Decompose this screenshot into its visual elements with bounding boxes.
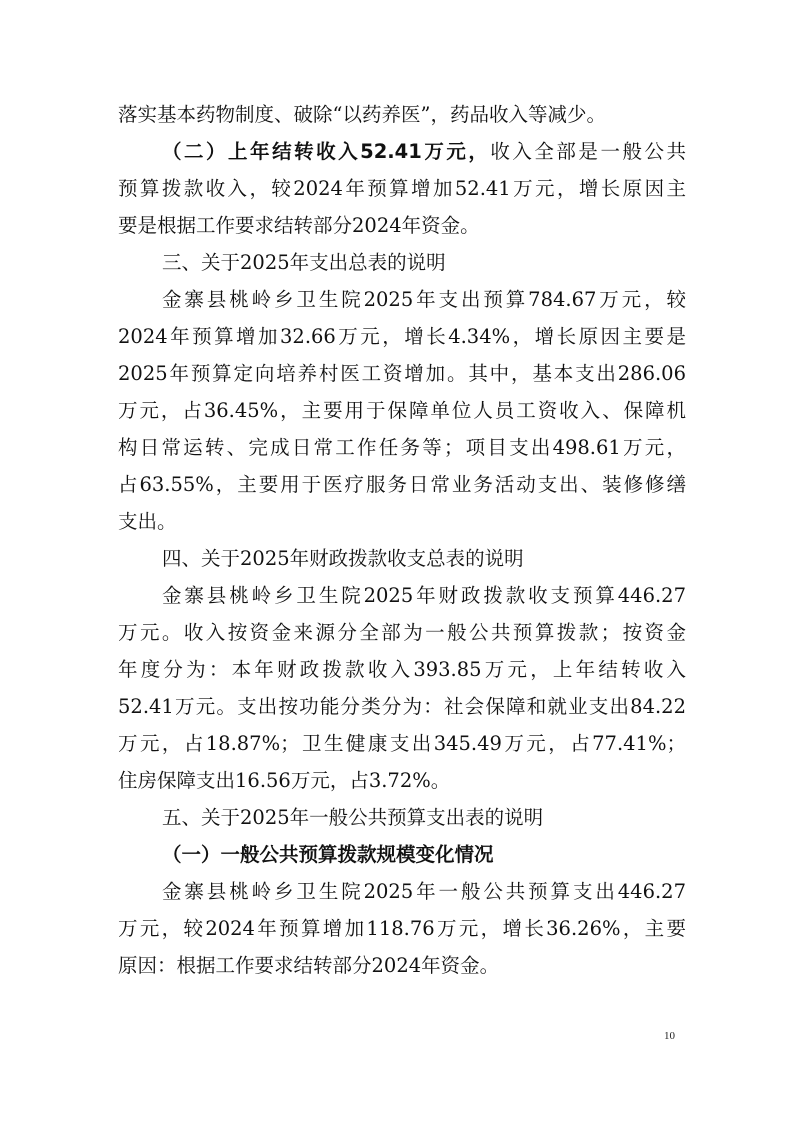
line-text: 52.41万元。支出按功能分类分为：社会保障和就业支出84.22 [118, 695, 686, 718]
document-body [118, 96, 686, 984]
line-text: 支出。 [118, 510, 177, 533]
line-text: 三、关于2025年支出总表的说明 [162, 251, 446, 274]
text-line [118, 910, 686, 947]
line-text: 2024年预算增加32.66万元，增长4.34%，增长原因主要是 [118, 325, 686, 348]
text-line [118, 873, 686, 910]
page-number: 10 [664, 1030, 675, 1042]
line-text: 万元，占18.87%；卫生健康支出345.49万元，占77.41%； [118, 732, 686, 755]
line-text: 2025年预算定向培养村医工资增加。其中，基本支出286.06 [118, 362, 686, 385]
line-text: 万元，占36.45%，主要用于保障单位人员工资收入、保障机 [118, 399, 686, 422]
line-text: 金寨县桃岭乡卫生院2025年支出预算784.67万元，较 [162, 288, 686, 311]
line-text: 万元。收入按资金来源分全部为一般公共预算拨款；按资金 [118, 621, 686, 644]
text-line [118, 96, 686, 133]
line-text: 金寨县桃岭乡卫生院2025年财政拨款收支预算446.27 [162, 584, 686, 607]
text-line [118, 429, 686, 466]
text-line [118, 133, 686, 170]
line-text: 万元，较2024年预算增加118.76万元，增长36.26%，主要 [118, 917, 686, 940]
line-text: 住房保障支出16.56万元，占3.72%。 [118, 769, 451, 792]
text-line [118, 799, 686, 836]
bold-heading: （一）一般公共预算拨款规模变化情况 [162, 843, 494, 866]
line-text: 落实基本药物制度、破除“以药养医”，药品收入等减少。 [118, 103, 606, 126]
text-line [118, 614, 686, 651]
line-text: 预算拨款收入，较2024年预算增加52.41万元，增长原因主 [118, 177, 686, 200]
line-text: 原因：根据工作要求结转部分2024年资金。 [118, 954, 500, 977]
text-line [118, 577, 686, 614]
text-line [118, 651, 686, 688]
text-line [118, 540, 686, 577]
line-text: 构日常运转、完成日常工作任务等；项目支出498.61万元， [118, 436, 686, 459]
text-line [118, 725, 686, 762]
text-line [118, 503, 686, 540]
text-line [118, 207, 686, 244]
line-text: 占63.55%，主要用于医疗服务日常业务活动支出、装修修缮 [118, 473, 686, 496]
text-line [118, 170, 686, 207]
line-text: 要是根据工作要求结转部分2024年资金。 [118, 214, 480, 237]
line-text: 四、关于2025年财政拨款收支总表的说明 [162, 547, 524, 570]
text-line [118, 281, 686, 318]
text-line [118, 466, 686, 503]
text-line [118, 392, 686, 429]
text-line [118, 318, 686, 355]
line-text: 年度分为：本年财政拨款收入393.85万元，上年结转收入 [118, 658, 686, 681]
text-line [118, 947, 686, 984]
line-text: 金寨县桃岭乡卫生院2025年一般公共预算支出446.27 [162, 880, 686, 903]
line-text: 收入全部是一般公共 [490, 140, 686, 163]
text-line [118, 244, 686, 281]
bold-heading: （二）上年结转收入52.41万元， [162, 140, 491, 163]
text-line [118, 688, 686, 725]
text-line [118, 836, 686, 873]
line-text: 五、关于2025年一般公共预算支出表的说明 [162, 806, 544, 829]
text-line [118, 762, 686, 799]
text-line [118, 355, 686, 392]
